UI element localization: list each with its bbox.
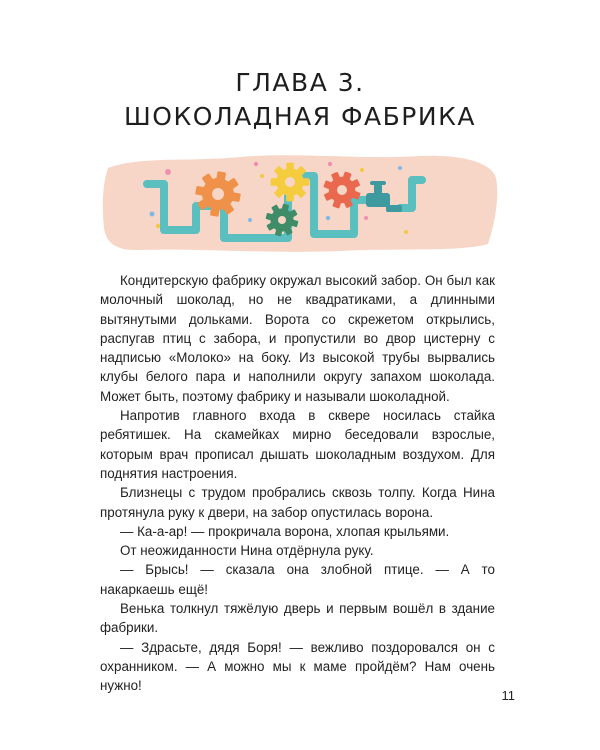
chapter-illustration <box>100 148 500 256</box>
paragraph: Венька толкнул тяжёлую дверь и первым вошёл в здание фабрики. <box>100 601 495 636</box>
paragraph: От неожиданности Нина отдёрнула руку. <box>120 543 374 559</box>
chapter-title: ШОКОЛАДНАЯ ФАБРИКА <box>124 102 476 131</box>
paragraph: Напротив главного входа в сквере носилась стайка ребятишек. На скамейках мирно беседовали взрослые, которым врач прописал дышать шоколадным воздухом. Для поднятия настроения. <box>100 408 495 481</box>
paragraph: Кондитерскую фабрику окружал высокий забор. Он был как молочный шоколад, но не квадратиками, а длинными вытянутыми дольками. Ворота со скрежетом открылись, распугав птиц с забора, и пропустили во двор цистерну с надписью «Молоко» на боку. Из высокой трубы вырвались клубы белого пара и наполнили округу запахом шоколада. Может быть, поэтому фабрику и называли шоколадной. <box>100 273 495 404</box>
paragraph: Близнецы с трудом пробрались сквозь толпу. Когда Нина протянула руку к двери, на забор опустилась ворона. <box>100 485 495 520</box>
paragraph: — Здрасьте, дядя Боря! — вежливо поздоровался он с охранником. — А можно мы к маме пройдём? Нам очень нужно! <box>100 639 495 694</box>
paragraph: — Ка-а-ар! — прокричала ворона, хлопая крыльями. <box>120 523 450 539</box>
chapter-number: ГЛАВА 3. <box>235 68 365 97</box>
page-number: 11 <box>501 688 515 703</box>
chapter-text <box>100 271 495 696</box>
chapter-heading <box>0 66 600 134</box>
paragraph: — Брысь! — сказала она злобной птице. — А то накаркаешь ещё! <box>100 562 495 597</box>
